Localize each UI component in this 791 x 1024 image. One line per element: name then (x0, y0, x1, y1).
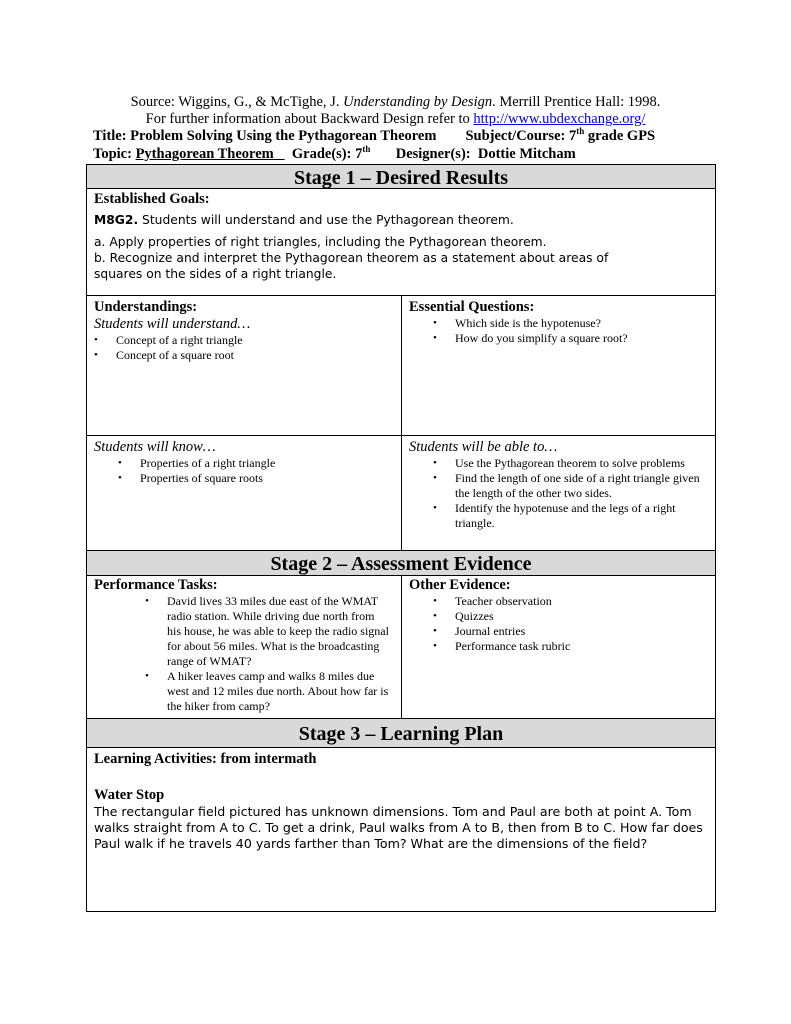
performance-tasks-heading: Performance Tasks: (94, 577, 218, 593)
students-know-cell (86, 435, 402, 551)
grade-label: Grade(s): 7 (291, 146, 363, 162)
list-item: • Journal entries (455, 624, 708, 639)
list-item: • Properties of a right triangle (140, 456, 394, 471)
list-item: • Which side is the hypotenuse? (455, 316, 708, 331)
stage3-header: Stage 3 – Learning Plan (86, 718, 716, 748)
students-able-cell (401, 435, 716, 551)
water-stop-text: The rectangular field pictured has unknown dimensions. Tom and Paul are both at point A. Tom walks straight from A to C. To get a drink, Paul walks from A to B, then from B to C. How far does Paul walk if he travels 40 yards farther than Tom? What are the dimensions of the field? (94, 804, 703, 851)
learning-activities-heading: Learning Activities: from intermath (94, 751, 317, 767)
water-stop-title: Water Stop (94, 787, 165, 803)
list-item: • Concept of a right triangle (116, 333, 394, 348)
list-item: • Quizzes (455, 609, 708, 624)
topic-value: Pythagorean Theorem (135, 146, 274, 162)
goals-heading: Established Goals: (94, 191, 210, 207)
performance-tasks-cell (86, 575, 402, 719)
backward-design-info: For further information about Backward Design refer to http://www.ubdexchange.org/ (145, 111, 646, 127)
stage1-header: Stage 1 – Desired Results (86, 164, 716, 189)
learning-activities-cell (86, 747, 716, 912)
other-evidence-heading: Other Evidence: (409, 577, 511, 593)
stage2-header: Stage 2 – Assessment Evidence (86, 550, 716, 576)
list-item: • Teacher observation (455, 594, 708, 609)
goal-a: a. Apply properties of right triangles, including the Pythagorean theorem. (94, 235, 547, 249)
title-label: Title: Problem Solving Using the Pythagorean Theorem (93, 128, 437, 144)
list-item: • Find the length of one side of a right triangle given the length of the other two sides. (455, 471, 705, 501)
eq-list (455, 316, 708, 346)
list-item: • Properties of square roots (140, 471, 394, 486)
goal-b: b. Recognize and interpret the Pythagorean theorem as a statement about areas of squares on the sides of a right triangle. (94, 251, 609, 281)
other-evidence-cell (401, 575, 716, 719)
other-evidence-list (455, 594, 708, 654)
list-item: • How do you simplify a square root? (455, 331, 708, 346)
list-item: • Concept of a square root (116, 348, 394, 363)
list-item: • David lives 33 miles due east of the WMAT radio station. While driving due north from his house, he was able to keep the radio signal for about 56 miles. What is the broadcasting range of WMAT? (167, 594, 389, 669)
subject-label: Subject/Course: 7 (465, 128, 577, 144)
ubdexchange-link[interactable]: http://www.ubdexchange.org/ (473, 111, 646, 127)
list-item: • Performance task rubric (455, 639, 708, 654)
topic-line: Topic: Pythagorean Theorem Grade(s): 7th Designer(s): Dottie Mitcham (93, 144, 576, 162)
established-goals-cell (86, 188, 716, 296)
list-item: • A hiker leaves camp and walks 8 miles due west and 12 miles due north. About how far is the hiker from camp? (167, 669, 389, 714)
understand-list (116, 333, 394, 363)
source-citation: Source: Wiggins, G., & McTighe, J. Understanding by Design. Merrill Prentice Hall: 1998. (130, 94, 661, 110)
understandings-heading: Understandings: (94, 299, 198, 315)
list-item: • Identify the hypotenuse and the legs of a right triangle. (455, 501, 705, 531)
essential-questions-cell (401, 295, 716, 436)
tasks-list (167, 594, 389, 714)
understand-subheading: Students will understand… (94, 316, 251, 332)
able-list (455, 456, 705, 531)
know-subheading: Students will know… (94, 439, 216, 455)
understandings-cell (86, 295, 402, 436)
title-line: Title: Problem Solving Using the Pythagorean Theorem Subject/Course: 7th grade GPS (93, 126, 656, 144)
essential-questions-heading: Essential Questions: (409, 299, 535, 315)
know-list (140, 456, 394, 486)
able-subheading: Students will be able to… (409, 439, 558, 455)
goal-m8g2: M8G2. Students will understand and use the Pythagorean theorem. (94, 213, 514, 227)
list-item: • Use the Pythagorean theorem to solve problems (455, 456, 705, 471)
designer-label: Designer(s): Dottie Mitcham (395, 146, 576, 162)
